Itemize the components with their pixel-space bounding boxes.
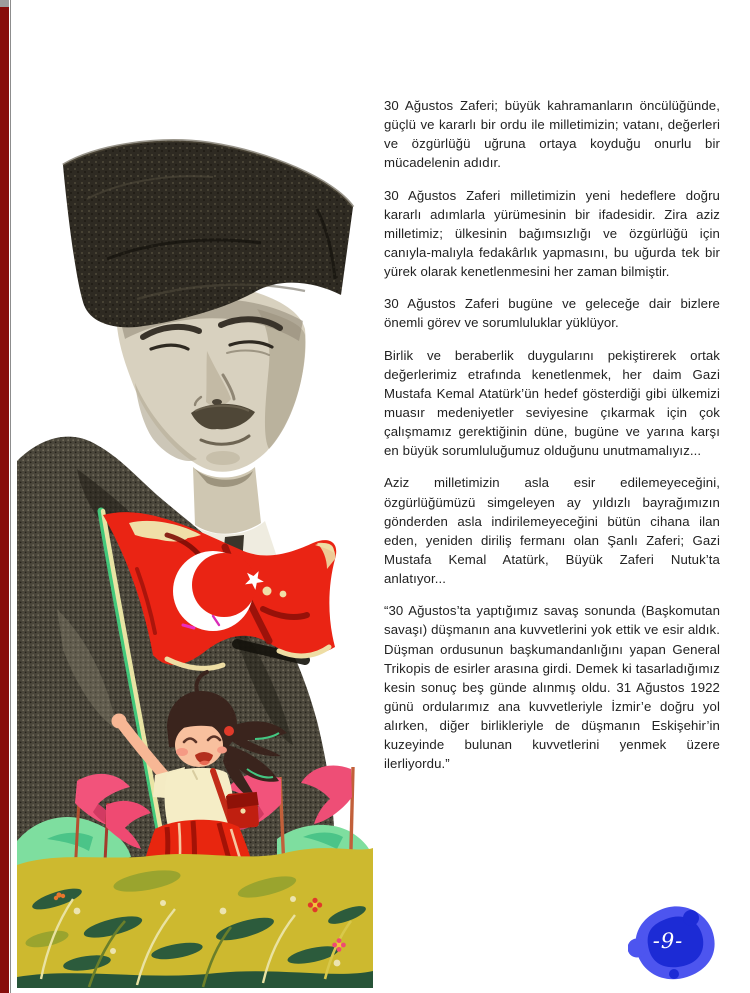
paragraph: Aziz milletimizin asla esir edilemeyeceğini, özgürlüğümüzü simgeleyen ay yıldızlı bayrağımızın gönderden asla indirilemeyeceğini bütün cihana ilan eden, yeniden diriliş fermanı olan Şanlı Zaferi; Gazi Mustafa Kemal Atatürk, Büyük Zaferi Nutuk’ta anlatıyor...: [384, 475, 720, 587]
artwork-canvas: [17, 139, 373, 989]
paragraph: 30 Ağustos Zaferi; büyük kahramanların öncülüğünde, güçlü ve kararlı bir ordu ile milletimizin; vatanı, değerleri ve özgürlüğü uğruna ortaya koyduğu onurlu bir mücadelenin adıdır.: [384, 98, 720, 171]
page-artwork: [17, 139, 373, 989]
spine-hairline: [10, 0, 11, 993]
paragraph: 30 Ağustos Zaferi bugüne ve geleceğe dair bizlere önemli görev ve sorumluluklar yüklüyor.: [384, 296, 720, 331]
page-number-badge: [628, 903, 724, 987]
article-text: [384, 96, 720, 787]
paragraph: “30 Ağustos’ta yaptığımız savaş sonunda (Başkomutan savaşı) düşmanın ana kuvvetlerini yok ettik ve esir aldık. Düşman ordusunun başkumandanlığını yapan General Trikopis de esirler arasına girdi. Demek ki tasarladığımız kesin sonuç beş günde alınmış oldu. 31 Ağustos 1922 günü ordularımız ana kuvvetleriyle İzmir’e doğru yol alırken, diğer birlikleriyle de düşmanın Eskişehir’in kuzeyinde bulunan kuvvetlerini yenmek üzere ilerliyordu.”: [384, 603, 720, 772]
meadow-front-grass: [17, 848, 373, 988]
paragraph: Birlik ve beraberlik duygularını pekiştirerek ortak değerlerimiz etrafında kenetlenmek, her daim Gazi Mustafa Kemal Atatürk’ün hedef gösterdiği gibi ülkemizi muasır medeniyetler seviyesine çıkarmak için çok çalışmamız gerektiğinin düne, bugüne ve yarına karşı en büyük sorumluluğumuz olduğunu unutmamalıyız...: [384, 347, 720, 459]
page-number: -9-: [652, 929, 684, 953]
spine-top-notch: [0, 0, 9, 7]
spine-stripe: [0, 0, 9, 993]
paragraph: 30 Ağustos Zaferi milletimizin yeni hedeflere doğru kararlı adımlarla yürümesinin bir ifadesidir. Zira aziz milletimiz; ülkesinin bağımsızlığı ve özgürlüğü için canıyla-malıyla fedakârlık yapmasını, bu uğurda tek bir yürek olarak kenetlenmesini her zaman bilmiştir.: [384, 187, 720, 280]
